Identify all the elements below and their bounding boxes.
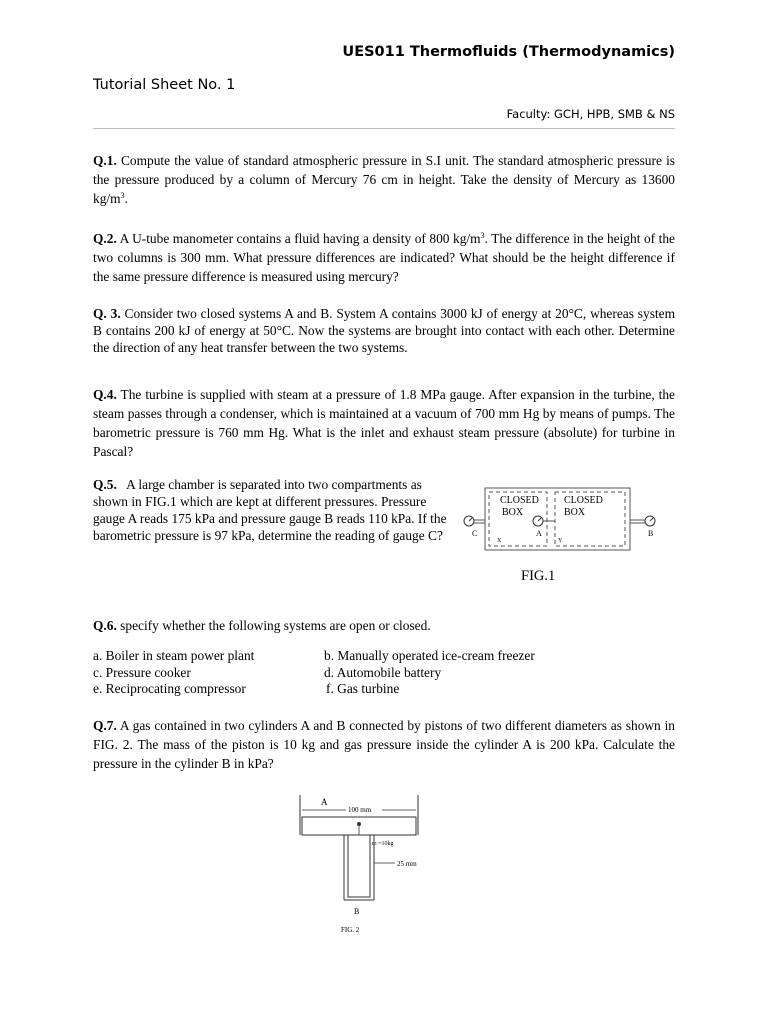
- box-left-label-2: BOX: [502, 507, 524, 518]
- question-5: [93, 476, 453, 544]
- dimension-25mm: 25 mm: [397, 860, 417, 868]
- question-2: [93, 229, 675, 286]
- question-2-text-2: . The difference in the height of the two columns is 300 mm. What pressure differences are indicated? What should be the height difference if the same pressure difference is measured using mercury?: [93, 231, 675, 284]
- gauge-c-label: C: [472, 529, 478, 538]
- figure-2-caption: FIG. 2: [341, 926, 360, 934]
- cylinder-b-label: B: [354, 907, 360, 916]
- course-title: UES011 Thermofluids (Thermodynamics): [342, 44, 675, 60]
- question-3-text: Consider two closed systems A and B. System A contains 3000 kJ of energy at 20°C, whereas system B contains 200 kJ of energy at 50°C. Now the systems are brought into contact with each other. Determine the direction of any heat transfer between the two systems.: [93, 306, 675, 355]
- faculty-line: Faculty: GCH, HPB, SMB & NS: [506, 107, 675, 121]
- gauge-a-label: A: [536, 529, 542, 538]
- mark-x: X: [497, 538, 502, 544]
- question-7-label: Q.7.: [93, 718, 117, 733]
- cylinder-a-label: A: [321, 797, 328, 807]
- question-1-text: Compute the value of standard atmospheric pressure in S.I unit. The standard atmospheric pressure is the pressure produced by a column of Mercury 76 cm in height. Take the density of Mercury as 13600 kg/m: [93, 153, 675, 206]
- gauge-b-label: B: [648, 529, 654, 538]
- question-3-label: Q. 3.: [93, 306, 121, 321]
- figure-1-caption: FIG.1: [521, 568, 556, 584]
- option-a: a. Boiler in steam power plant: [93, 648, 255, 663]
- question-6-text: specify whether the following systems are open or closed.: [120, 618, 431, 633]
- question-5-label: Q.5.: [93, 477, 117, 492]
- figure-2-diagram: [290, 790, 440, 940]
- question-6-label: Q.6.: [93, 618, 117, 633]
- question-6: [93, 616, 675, 635]
- option-c: c. Pressure cooker: [93, 664, 191, 680]
- question-7-text: A gas contained in two cylinders A and B connected by pistons of two different diameters as shown in FIG. 2. The mass of the piston is 10 kg and gas pressure inside the cylinder A is 200 kPa. Calculate the pressure in the cylinder B in kPa?: [93, 718, 675, 771]
- question-5-text: A large chamber is separated into two compartments as shown in FIG.1 which are kept at different pressures. Pressure gauge A reads 175 kPa and pressure gauge B reads 110 kPa. If the barometric pressure is 97 kPa, determine the reading of gauge C?: [93, 477, 447, 543]
- figure-1-diagram: [460, 480, 670, 590]
- question-3: [93, 305, 675, 356]
- mark-y: Y: [558, 538, 563, 544]
- option-d: d. Automobile battery: [324, 664, 442, 680]
- question-4: [93, 385, 675, 461]
- question-2-sup: 3: [480, 231, 485, 240]
- box-left-label: CLOSED: [500, 495, 539, 506]
- question-4-label: Q.4.: [93, 387, 117, 402]
- center-mark-icon: [357, 822, 361, 826]
- question-1-label: Q.1.: [93, 153, 117, 168]
- question-2-label: Q.2.: [93, 231, 117, 246]
- question-1-tail: .: [124, 191, 128, 206]
- question-1: [93, 151, 675, 208]
- header-divider: [93, 128, 675, 129]
- option-b: b. Manually operated ice-cream freezer: [324, 648, 535, 663]
- question-4-text: The turbine is supplied with steam at a pressure of 1.8 MPa gauge. After expansion in the turbine, the steam passes through a condenser, which is maintained at a vacuum of 700 mm Hg by means of pumps. The barometric pressure is 760 mm Hg. What is the inlet and exhaust steam pressure (absolute) for turbine in Pascal?: [93, 387, 676, 459]
- question-2-text-1: A U-tube manometer contains a fluid having a density of 800 kg/m: [119, 231, 481, 246]
- option-f: f. Gas turbine: [326, 681, 400, 696]
- dimension-100mm: 100 mm: [348, 806, 372, 814]
- question-1-sup: 3: [120, 191, 125, 200]
- option-e: e. Reciprocating compressor: [93, 681, 246, 696]
- mass-label: m =10kg: [372, 841, 394, 847]
- sheet-title: Tutorial Sheet No. 1: [93, 77, 236, 93]
- box-right-label: CLOSED: [564, 495, 603, 506]
- box-right-label-2: BOX: [564, 507, 586, 518]
- question-7: [93, 716, 675, 773]
- piston-small: [348, 835, 370, 897]
